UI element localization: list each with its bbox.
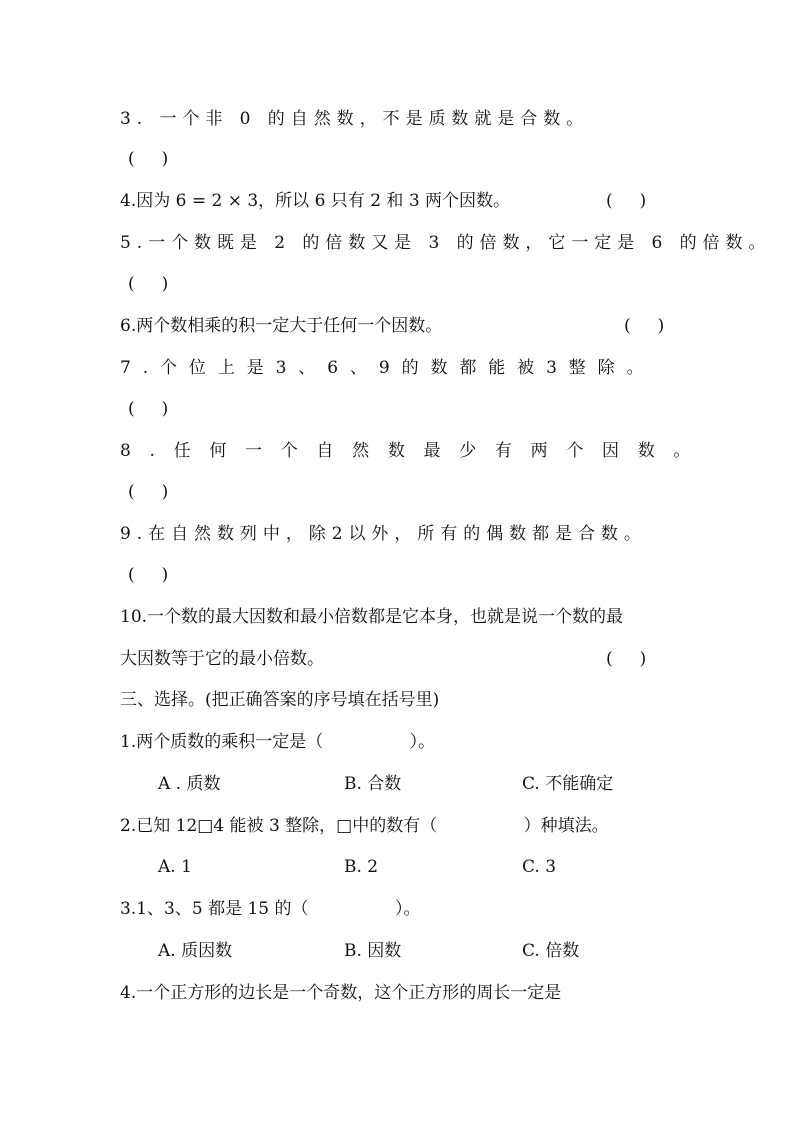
mc2-option-b[interactable]: B. 2 <box>344 857 379 877</box>
mc3-option-b[interactable]: B. 因数 <box>344 941 402 961</box>
tf-question-3: 3. 一个非 0 的自然数，不是质数就是合数。 <box>120 109 590 129</box>
tf-question-6: 6.两个数相乘的积一定大于任何一个因数。 <box>120 316 443 336</box>
mc-question-3: 3.1、3、5 都是 15 的（ ）。 <box>120 899 421 919</box>
answer-blank-5[interactable]: ( ) <box>128 274 169 294</box>
mc1-option-c[interactable]: C. 不能确定 <box>522 774 614 794</box>
mc-question-2: 2.已知 12□4 能被 3 整除，□中的数有（ ）种填法。 <box>120 816 609 836</box>
tf-question-10-line2: 大因数等于它的最小倍数。 <box>120 649 324 669</box>
answer-blank-7[interactable]: ( ) <box>128 399 169 419</box>
tf-question-5: 5.一个数既是 2 的倍数又是 3 的倍数，它一定是 6 的倍数。 <box>120 233 772 253</box>
answer-blank-9[interactable]: ( ) <box>128 565 169 585</box>
answer-blank-4[interactable]: ( ) <box>606 191 647 211</box>
tf-question-9: 9.在自然数列中，除2以外，所有的偶数都是合数。 <box>120 524 647 544</box>
mc-question-4: 4.一个正方形的边长是一个奇数，这个正方形的周长一定是 <box>120 983 562 1003</box>
mc-question-1: 1.两个质数的乘积一定是（ ）。 <box>120 732 436 752</box>
mc3-option-c[interactable]: C. 倍数 <box>522 941 580 961</box>
answer-blank-10[interactable]: ( ) <box>606 649 647 669</box>
tf-question-8: 8.任何一个自然数最少有两个因数。 <box>120 441 710 461</box>
mc2-option-c[interactable]: C. 3 <box>522 857 557 877</box>
section-3-title: 三、选择。(把正确答案的序号填在括号里) <box>120 690 440 710</box>
mc2-option-a[interactable]: A. 1 <box>158 857 192 877</box>
tf-question-4: 4.因为 6 = 2 × 3，所以 6 只有 2 和 3 两个因数。 <box>120 191 511 211</box>
tf-question-7: 7.个位上是3、6、9的数都能被3整除。 <box>120 358 656 378</box>
answer-blank-3[interactable]: ( ) <box>128 149 169 169</box>
answer-blank-8[interactable]: ( ) <box>128 482 169 502</box>
mc1-option-b[interactable]: B. 合数 <box>344 774 402 794</box>
mc3-option-a[interactable]: A. 质因数 <box>158 941 233 961</box>
tf-question-10-line1: 10.一个数的最大因数和最小倍数都是它本身，也就是说一个数的最 <box>120 607 624 627</box>
answer-blank-6[interactable]: ( ) <box>624 316 665 336</box>
mc1-option-a[interactable]: A . 质数 <box>158 774 221 794</box>
